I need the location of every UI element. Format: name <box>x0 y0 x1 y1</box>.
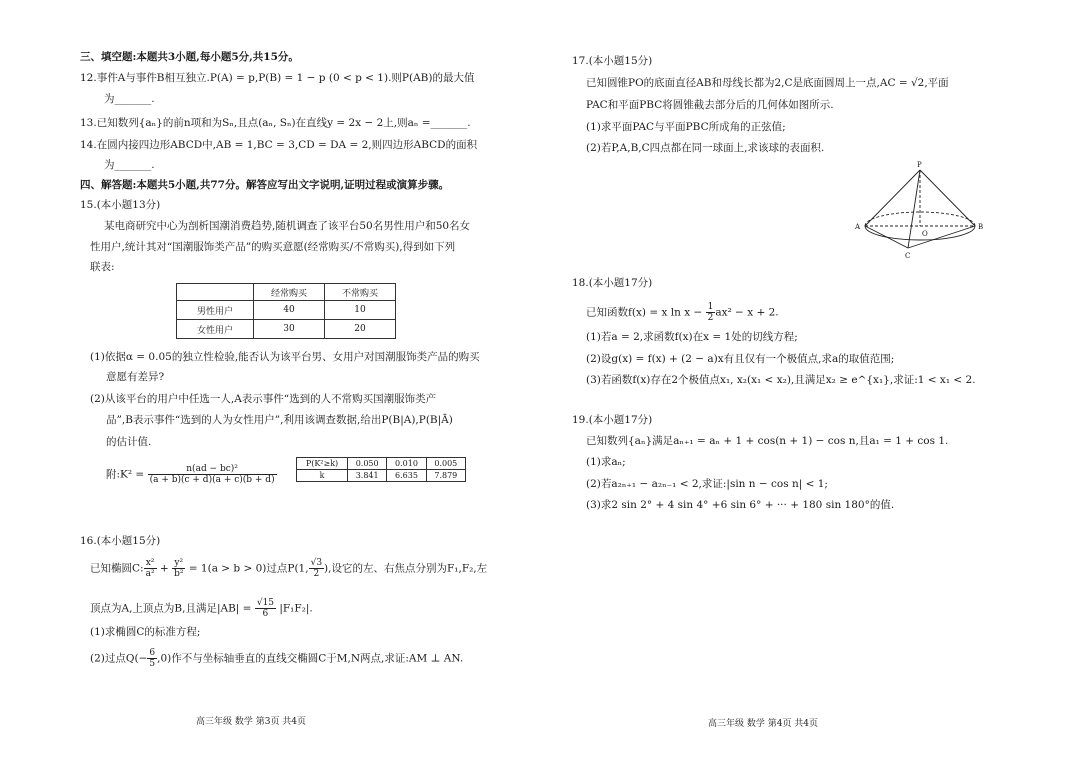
table-cell: 0.010 <box>387 458 426 470</box>
numerator: y² <box>172 558 185 569</box>
question-16-line-1 <box>90 558 487 579</box>
page-footer: 高三年级 数学 第4页 共4页 <box>708 719 819 729</box>
table-header-cell <box>177 284 254 301</box>
question-12-line-2: 为_______. <box>104 93 155 105</box>
q18-text: 已知函数f(x) = x ln x − <box>586 306 703 319</box>
denominator: b² <box>174 569 184 579</box>
table-row <box>177 301 396 320</box>
section-4-title: 四、解答题:本题共5小题,共77分。解答应写出文字说明,证明过程或演算步骤。 <box>80 179 450 191</box>
fraction <box>144 558 157 579</box>
question-19-part-3: (3)求2 sin 2° + 4 sin 4° +6 sin 6° + ··· + 180 sin 180°的值. <box>586 499 895 511</box>
edge-pc <box>908 170 920 248</box>
q16-text: 已知椭圆C: <box>90 562 144 575</box>
edge-ac <box>865 226 908 248</box>
table-cell: P(K²≥k) <box>297 458 348 470</box>
denominator: 2 <box>313 569 320 579</box>
table-cell: 0.005 <box>426 458 465 470</box>
page-footer: 高三年级 数学 第3页 共4页 <box>196 717 307 727</box>
question-19-part-1: (1)求aₙ; <box>586 456 626 468</box>
label-c: C <box>905 252 911 260</box>
denominator: 2 <box>707 313 714 323</box>
q16-text: ),设它的左、右焦点分别为F₁,F₂,左 <box>324 562 488 575</box>
formula-appendix <box>106 464 277 485</box>
question-15-heading: 15.(本小题13分) <box>80 199 161 211</box>
question-15-part-2-line-1: (2)从该平台的用户中任选一人,A表示事件“选到的人不常购买国潮服饰类产 <box>90 393 437 405</box>
question-15-paragraph-2: 性用户,统计其对“国潮服饰类产品”的购买意愿(经常购买/不常购买),得到如下列 <box>90 241 456 253</box>
question-17-part-1: (1)求平面PAC与平面PBC所成角的正弦值; <box>586 121 786 133</box>
edge-pa <box>865 170 920 226</box>
cone-figure <box>850 158 990 268</box>
question-15-paragraph-1: 某电商研究中心为剖析国潮消费趋势,随机调查了该平台50名男性用户和50名女 <box>104 220 471 232</box>
label-o: O <box>922 230 928 238</box>
denominator: a² <box>145 569 155 579</box>
question-12-line-1: 12.事件A与事件B相互独立.P(A) = p,P(B) = 1 − p (0 < p < 1).则P(AB)的最大值 <box>80 72 475 84</box>
q16-text: (2)过点Q(− <box>90 652 148 665</box>
table-header-cell: 经常购买 <box>254 284 325 301</box>
formula-fraction <box>148 464 277 485</box>
question-19-line-1: 已知数列{aₙ}满足aₙ₊₁ = aₙ + 1 + cos(n + 1) − cos n,且a₁ = 1 + cos 1. <box>586 435 949 447</box>
denominator: 6 <box>262 609 269 619</box>
table-cell: 3.841 <box>347 470 386 482</box>
question-14-line-2: 为_______. <box>104 159 155 171</box>
question-17-line-1: 已知圆锥PO的底面直径AB和母线长都为2,C是底面圆周上一点,AC = √2,平面 <box>586 77 949 89</box>
table-header-cell: 不常购买 <box>325 284 396 301</box>
table-cell: 40 <box>254 301 325 320</box>
formula-denominator: (a + b)(c + d)(a + c)(b + d) <box>149 475 275 485</box>
question-18-part-1: (1)若a = 2,求函数f(x)在x = 1处的切线方程; <box>586 331 798 343</box>
label-b: B <box>978 223 984 231</box>
question-15-part-1-line-1: (1)依据α = 0.05的独立性检验,能否认为该平台男、女用户对国潮服饰类产品的购买 <box>90 351 480 363</box>
table-cell: 0.050 <box>347 458 386 470</box>
question-16-part-2 <box>90 648 463 669</box>
fraction <box>309 558 324 579</box>
edge-pb <box>920 170 975 226</box>
table-header-row <box>177 284 396 301</box>
base-ellipse-back <box>865 212 975 226</box>
question-18-heading: 18.(本小题17分) <box>572 277 653 289</box>
question-13: 13.已知数列{aₙ}的前n项和为Sₙ,且点(aₙ, Sₙ)在直线y = 2x − 2上,则aₙ =_______. <box>80 117 471 129</box>
numerator: √3 <box>310 558 323 568</box>
table-cell: 10 <box>325 301 396 320</box>
question-17-heading: 17.(本小题15分) <box>572 55 653 67</box>
table-cell: 女性用户 <box>177 320 254 339</box>
formula-numerator: n(ad − bc)² <box>148 464 277 475</box>
question-14-line-1: 14.在圆内接四边形ABCD中,AB = 1,BC = 3,CD = DA = 2,则四边形ABCD的面积 <box>80 139 478 151</box>
numerator: 6 <box>149 648 156 658</box>
question-18-part-3: (3)若函数f(x)存在2个极值点x₁, x₂(x₁ < x₂),且满足x₂ ≥ e^{x₁},求证:1 < x₁ < 2. <box>586 374 976 386</box>
q18-text: ax² − x + 2. <box>715 306 779 319</box>
table-cell: 20 <box>325 320 396 339</box>
table-cell: k <box>297 470 348 482</box>
table-cell: 7.879 <box>426 470 465 482</box>
numerator: √15 <box>256 598 275 608</box>
table-cell: 6.635 <box>387 470 426 482</box>
question-16-part-1: (1)求椭圆C的标准方程; <box>90 626 201 638</box>
section-3-title: 三、填空题:本题共3小题,每小题5分,共15分。 <box>80 51 299 63</box>
q16-text: |F₁F₂|. <box>279 602 313 615</box>
question-19-heading: 19.(本小题17分) <box>572 414 653 426</box>
edge-bc <box>908 226 975 248</box>
table-cell: 男性用户 <box>177 301 254 320</box>
formula-label: 附:K² = <box>106 468 145 481</box>
label-p: P <box>917 161 922 169</box>
fraction <box>172 558 185 579</box>
table-row <box>297 458 466 470</box>
q16-text: ,0)作不与坐标轴垂直的直线交椭圆C于M,N两点,求证:AM ⊥ AN. <box>157 652 464 665</box>
question-18-part-2: (2)设g(x) = f(x) + (2 − a)x有且仅有一个极值点,求a的取值范围; <box>586 353 895 365</box>
table-row <box>297 470 466 482</box>
base-ellipse-front <box>865 226 975 240</box>
critical-value-table <box>296 457 466 482</box>
question-15-part-2-line-2: 品”,B表示事件“选到的人为女性用户”,利用该调查数据,给出P(B|A),P(B|Ā) <box>106 414 453 426</box>
numerator: x² <box>144 558 157 569</box>
question-16-heading: 16.(本小题15分) <box>80 535 161 547</box>
label-a: A <box>855 223 861 231</box>
fraction <box>147 648 157 669</box>
fraction <box>706 302 716 323</box>
q16-text: 顶点为A,上顶点为B,且满足|AB| = <box>90 602 252 615</box>
question-19-part-2: (2)若a₂ₙ₊₁ − a₂ₙ₋₁ < 2,求证:|sin n − cos n| < 1; <box>586 478 828 490</box>
question-18-line-1 <box>586 302 779 323</box>
question-15-part-1-line-2: 意愿有差异? <box>106 371 165 383</box>
q16-text: = 1(a > b > 0)过点P(1, <box>188 562 309 575</box>
table-cell: 30 <box>254 320 325 339</box>
question-17-part-2: (2)若P,A,B,C四点都在同一球面上,求该球的表面积. <box>586 142 825 154</box>
table-row <box>177 320 396 339</box>
numerator: 1 <box>707 302 714 312</box>
denominator: 5 <box>149 659 156 669</box>
page-4 <box>540 0 1080 762</box>
contingency-table <box>176 283 396 339</box>
question-15-paragraph-3: 联表: <box>90 261 115 273</box>
question-17-line-2: PAC和平面PBC将圆锥截去部分后的几何体如图所示. <box>586 99 834 111</box>
question-15-part-2-line-3: 的估计值. <box>106 436 152 448</box>
fraction <box>255 598 276 619</box>
plus-sign: + <box>159 562 169 575</box>
question-16-line-2 <box>90 598 313 619</box>
